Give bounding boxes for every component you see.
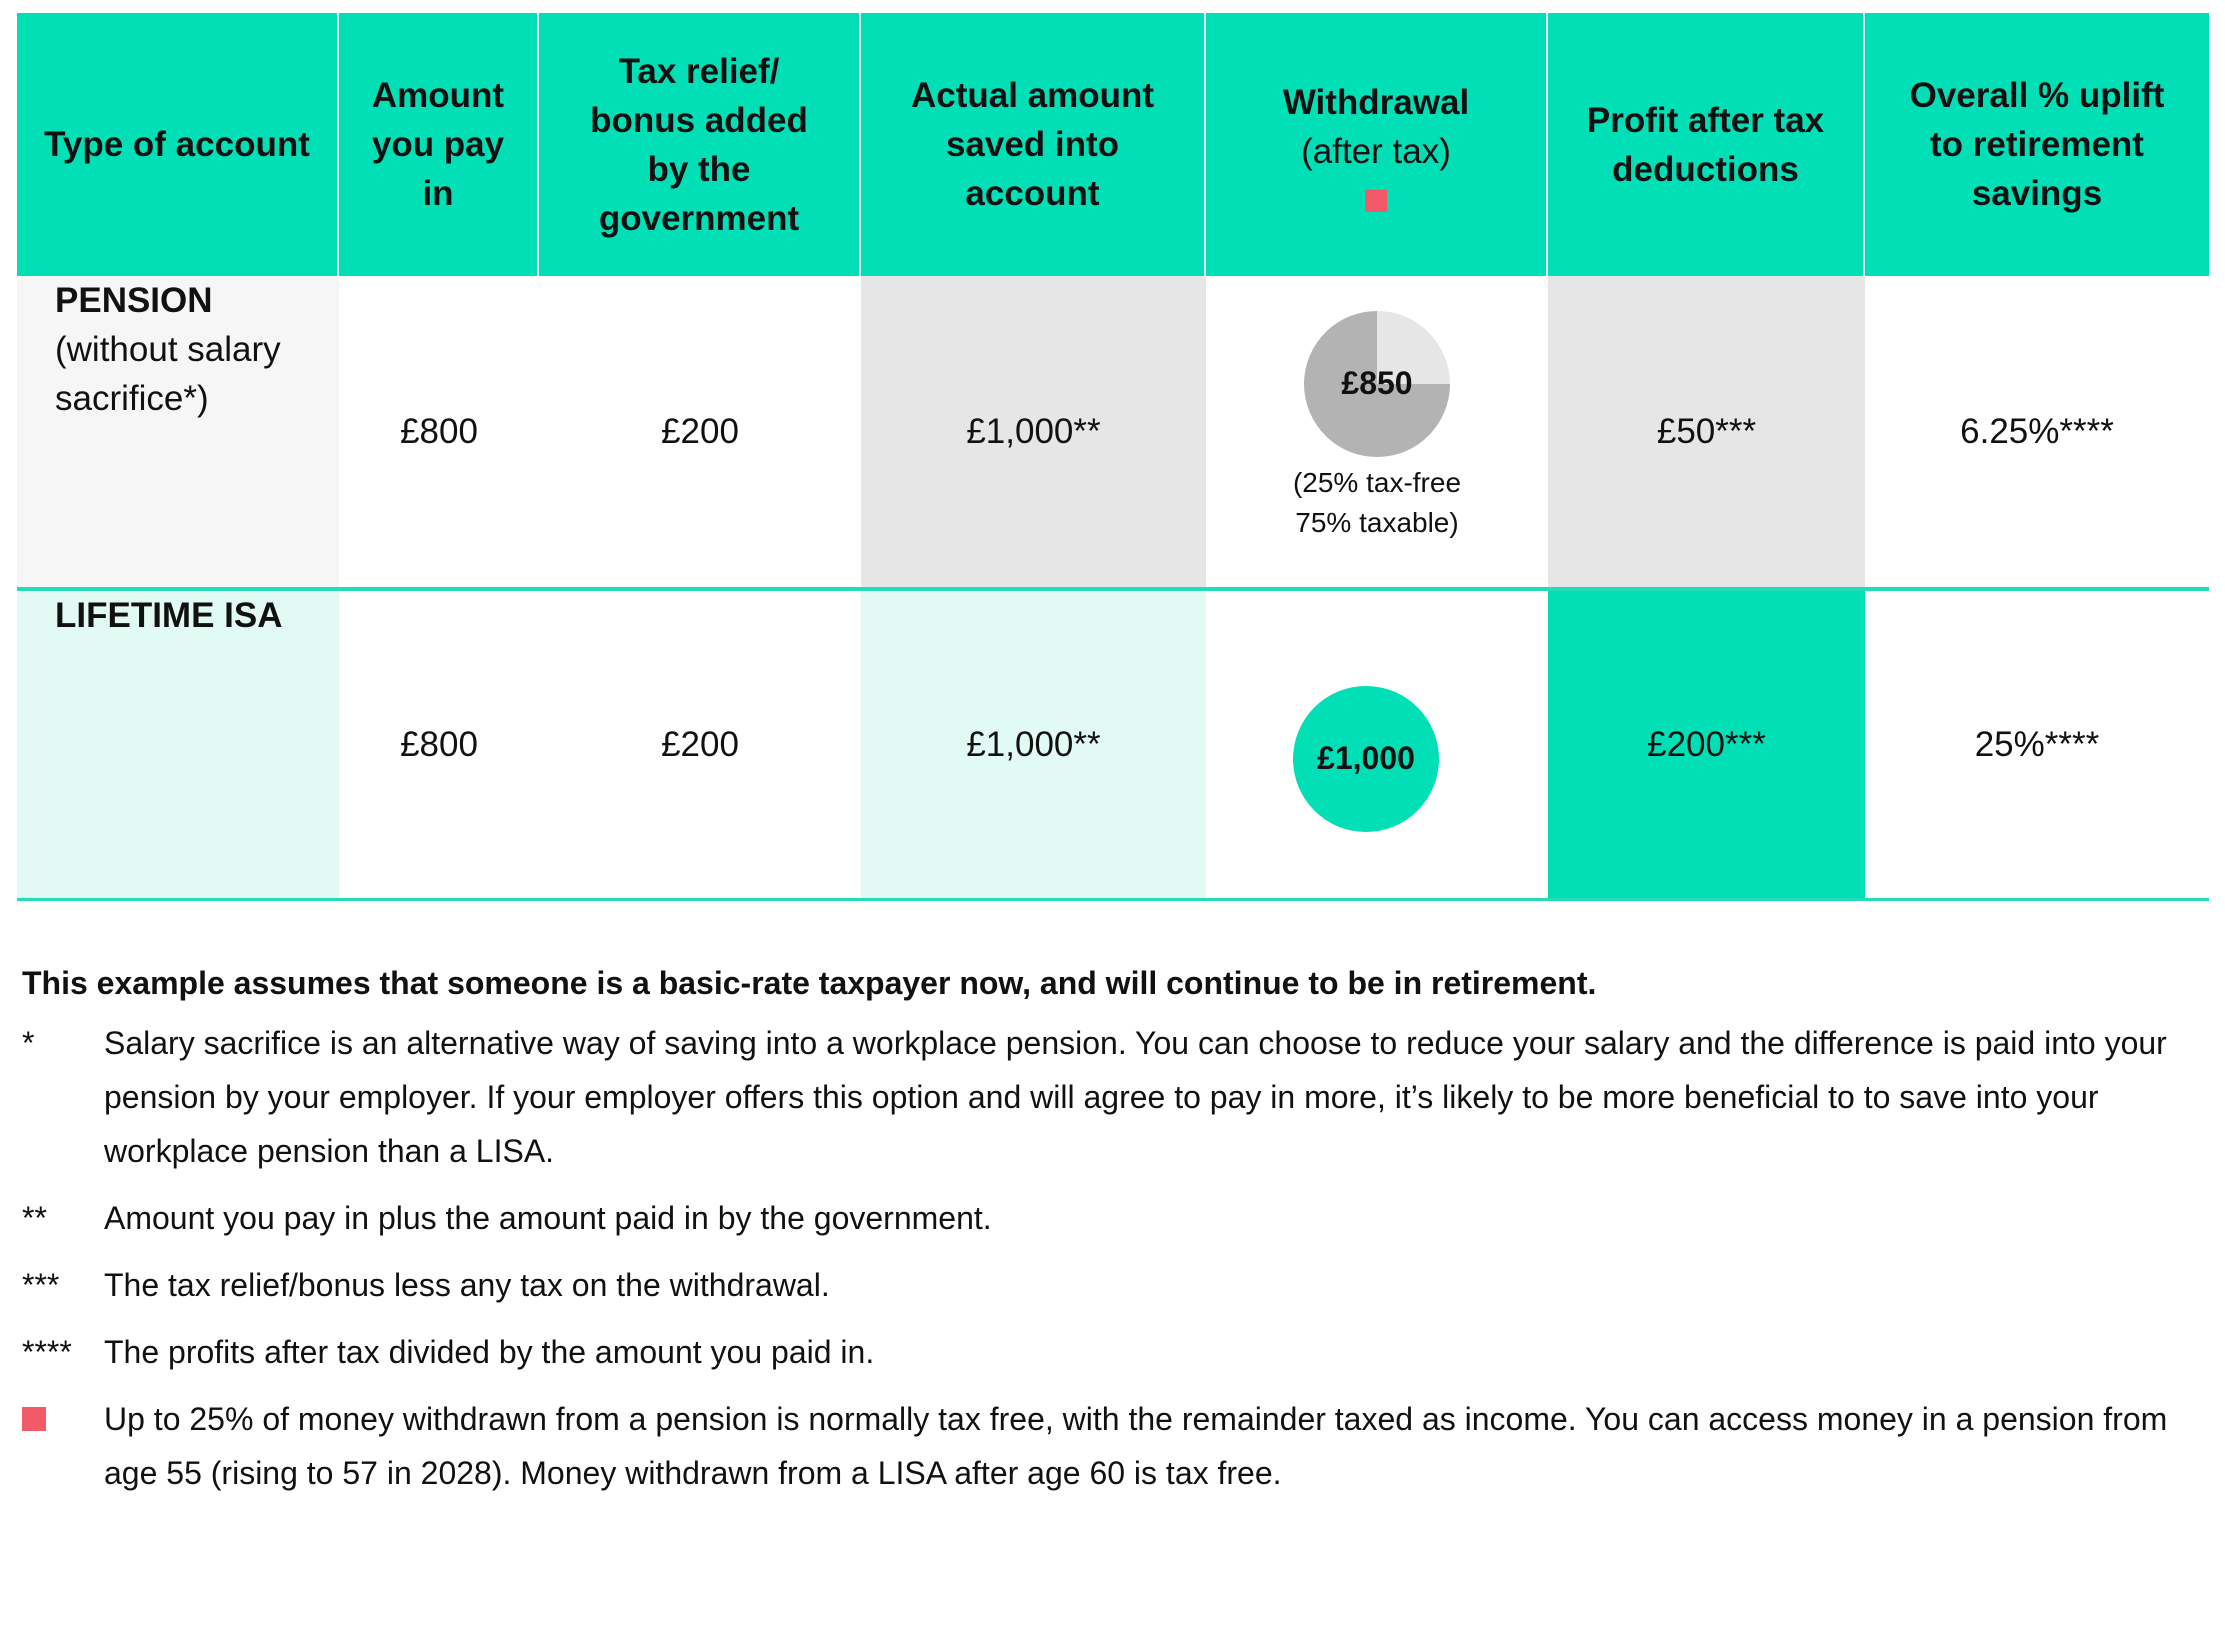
header-tax-relief (539, 13, 861, 276)
footnote-mark: * (22, 1025, 35, 1061)
header-label: Profit after tax deductions (1586, 100, 1825, 189)
comparison-table (17, 13, 2209, 901)
withdrawal-caption (1293, 463, 1461, 543)
header-type-of-account (17, 13, 339, 276)
red-square-icon (22, 1407, 46, 1431)
table-row (17, 591, 2209, 901)
header-withdrawal (1206, 13, 1548, 276)
saved-cell (861, 591, 1206, 898)
relief-value: £200 (661, 725, 739, 764)
pay-in-value: £800 (400, 412, 478, 451)
relief-cell (539, 276, 861, 587)
saved-cell (861, 276, 1206, 587)
table-row (17, 276, 2209, 591)
footnote-text: Up to 25% of money withdrawn from a pension is normally tax free, with the remainder taxed as income. You can access money in a pension from age 55 (rising to 57 in 2028). Money withdrawn from a LISA after age 60 is tax free. (104, 1401, 2168, 1491)
caption-line: (25% tax-free (1292, 466, 1462, 498)
relief-value: £200 (661, 412, 739, 451)
header-label: Withdrawal (1282, 82, 1470, 122)
red-square-icon (1365, 190, 1387, 212)
footnote-mark (22, 1392, 104, 1500)
uplift-value: 25%**** (1974, 725, 2100, 764)
pay-in-cell (339, 591, 539, 898)
footnote-item (22, 1191, 2202, 1245)
account-type-note: (without salary sacrifice*) (55, 330, 281, 418)
profit-cell (1548, 276, 1865, 587)
footnotes (22, 960, 2202, 1513)
header-amount-you-pay-in (339, 13, 539, 276)
uplift-value: 6.25%**** (1960, 412, 2114, 451)
header-label: Type of account (44, 125, 310, 164)
assumption-note: This example assumes that someone is a basic-rate taxpayer now, and will continue to be in retirement. (22, 965, 1597, 1001)
header-sublabel: (after tax) (1301, 131, 1451, 171)
saved-value: £1,000** (966, 412, 1101, 451)
footnote-item (22, 1392, 2202, 1500)
footnote-item (22, 1016, 2202, 1178)
caption-line: 75% taxable) (1295, 506, 1459, 538)
withdrawal-disc (1293, 686, 1439, 832)
withdrawal-value: £1,000 (1317, 740, 1415, 776)
footnote-text: The tax relief/bonus less any tax on the withdrawal. (104, 1267, 830, 1303)
profit-value: £200*** (1647, 725, 1766, 764)
pay-in-value: £800 (400, 725, 478, 764)
withdrawal-cell (1206, 591, 1548, 898)
pay-in-cell (339, 276, 539, 587)
withdrawal-value: £850 (1341, 365, 1413, 401)
header-label: Tax relief/ bonus added by the government (590, 51, 808, 238)
profit-cell (1548, 591, 1865, 898)
account-type: PENSION (55, 281, 213, 320)
footnote-mark: ** (22, 1200, 47, 1236)
footnote-text: The profits after tax divided by the amount you paid in. (104, 1334, 875, 1370)
saved-value: £1,000** (966, 725, 1101, 764)
profit-value: £50*** (1656, 412, 1757, 451)
footnote-item (22, 1325, 2202, 1379)
footnote-text: Salary sacrifice is an alternative way of saving into a workplace pension. You can choose to reduce your salary and the difference is paid into your pension by your employer. If your employer offers this option and will agree to pay in more, it’s likely to be more beneficial to to save into your workplace pension than a LISA. (104, 1025, 2167, 1169)
header-label: Amount you pay in (371, 76, 505, 213)
account-type-cell (17, 591, 339, 898)
footnote-mark: *** (22, 1267, 60, 1303)
withdrawal-pie-chart (1304, 311, 1450, 457)
header-overall-uplift (1865, 13, 2209, 276)
withdrawal-cell (1206, 276, 1548, 587)
account-type-cell (17, 276, 339, 587)
footnote-text: Amount you pay in plus the amount paid in by the government. (104, 1200, 992, 1236)
footnote-mark: **** (22, 1334, 72, 1370)
account-type: LIFETIME ISA (55, 596, 283, 635)
uplift-cell (1865, 591, 2209, 898)
uplift-cell (1865, 276, 2209, 587)
header-label: Overall % uplift to retirement savings (1909, 76, 2165, 213)
header-label: Actual amount saved into account (910, 76, 1155, 213)
header-actual-amount-saved (861, 13, 1206, 276)
header-profit-after-tax (1548, 13, 1865, 276)
relief-cell (539, 591, 861, 898)
table-header (17, 13, 2209, 276)
footnote-item (22, 1258, 2202, 1312)
